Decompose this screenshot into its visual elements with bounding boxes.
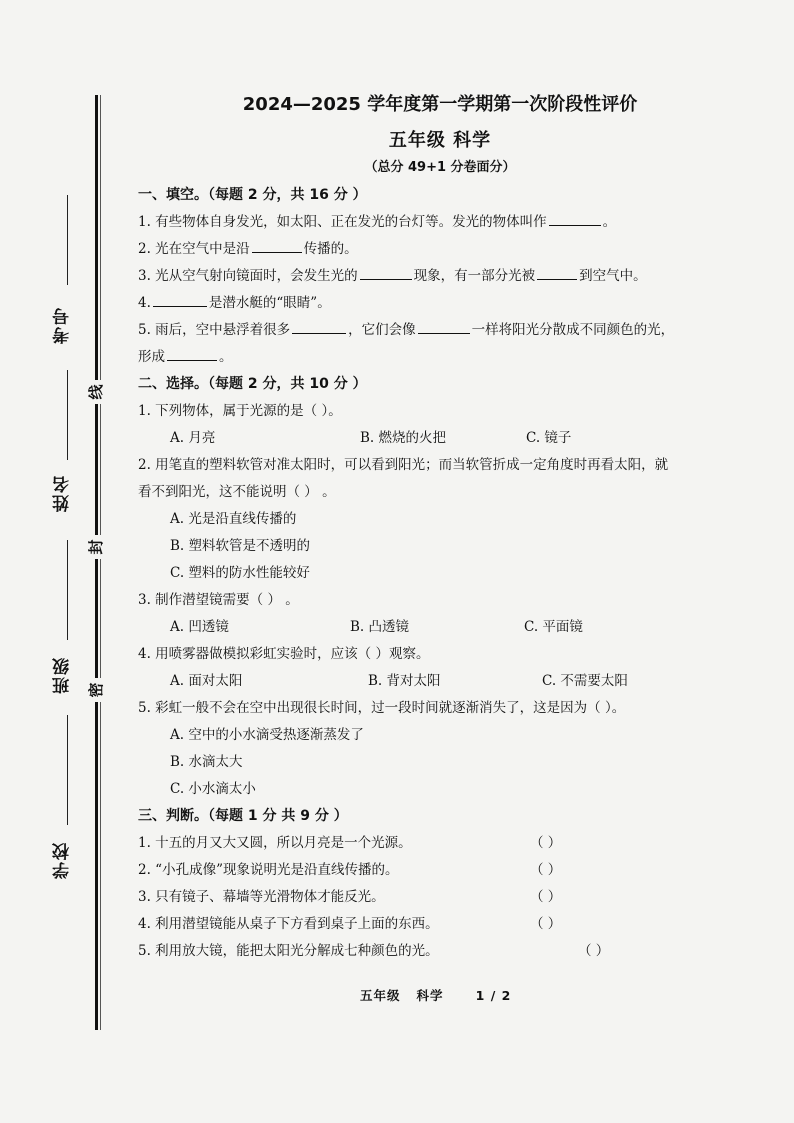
- answer-blank[interactable]: [167, 344, 217, 361]
- binding-margin: [0, 0, 130, 1123]
- choice-option[interactable]: C. 镜子: [526, 430, 572, 446]
- choice-option[interactable]: C. 不需要太阳: [542, 673, 628, 689]
- seal-char-seal: 封: [83, 535, 107, 559]
- choice-option[interactable]: B. 水滴太大: [170, 754, 243, 770]
- fill-question-5: 5. 雨后，空中悬浮着很多 ，它们会像 一样将阳光分散成不同颜色的光，: [138, 317, 758, 344]
- answer-blank[interactable]: [418, 317, 470, 334]
- answer-blank[interactable]: [549, 209, 601, 226]
- choice-option[interactable]: B. 背对太阳: [368, 673, 441, 689]
- choice-option[interactable]: B. 塑料软管是不透明的: [170, 538, 311, 554]
- exam-no-blank: [67, 195, 68, 285]
- exam-no-label: 考号: [53, 306, 73, 344]
- choice-option[interactable]: B. 凸透镜: [350, 619, 410, 635]
- fill-question-3: 3. 光从空气射向镜面时，会发生光的 现象，有一部分光被 到空气中。: [138, 263, 758, 290]
- judge-answer-paren[interactable]: （ ）: [530, 889, 562, 905]
- choice-question-3-stem: 3. 制作潜望镜需要（ ） 。: [138, 592, 299, 608]
- choice-question-1-options: [138, 425, 758, 452]
- judge-answer-paren[interactable]: （ ）: [578, 943, 610, 959]
- choice-option[interactable]: A. 光是沿直线传播的: [170, 511, 297, 527]
- fill-question-1: 1. 有些物体自身发光，如太阳、正在发光的台灯等。发光的物体叫作 。: [138, 209, 758, 236]
- answer-blank[interactable]: [360, 263, 412, 280]
- choice-option[interactable]: B. 燃烧的火把: [360, 430, 447, 446]
- answer-blank[interactable]: [292, 317, 346, 334]
- page-footer: 五年级 科学 1 / 2: [360, 988, 512, 1003]
- school-blank: [67, 715, 68, 825]
- judge-question-3: 3. 只有镜子、幕墙等光滑物体才能反光。 （ ）: [138, 884, 758, 911]
- choice-question-3-options: [138, 614, 758, 641]
- fill-question-2: 2. 光在空气中是沿 传播的。: [138, 236, 758, 263]
- exam-subtitle: 五年级 科学: [388, 130, 492, 151]
- exam-content: [138, 182, 758, 965]
- seal-char-line: 线: [83, 380, 107, 404]
- judge-answer-paren[interactable]: （ ）: [530, 835, 562, 851]
- judge-question-1: 1. 十五的月又大又圆，所以月亮是一个光源。 （ ）: [138, 830, 758, 857]
- judge-question-5: 5. 利用放大镜，能把太阳光分解成七种颜色的光。 （ ）: [138, 938, 758, 965]
- section3-heading: 三、判断。（每题 1 分 共 9 分 ）: [138, 808, 348, 824]
- choice-question-4-options: [138, 668, 758, 695]
- choice-option[interactable]: A. 凹透镜: [170, 619, 229, 635]
- choice-option[interactable]: A. 面对太阳: [170, 673, 243, 689]
- seal-char-secret: 密: [83, 678, 107, 702]
- judge-question-4: 4. 利用潜望镜能从桌子下方看到桌子上面的东西。 （ ）: [138, 911, 758, 938]
- answer-blank[interactable]: [537, 263, 577, 280]
- choice-option[interactable]: C. 塑料的防水性能较好: [170, 565, 310, 581]
- section1-heading: 一、填空。（每题 2 分，共 16 分 ）: [138, 187, 367, 203]
- school-label: 学校: [53, 841, 73, 879]
- section2-heading: 二、选择。（每题 2 分，共 10 分 ）: [138, 376, 367, 392]
- judge-answer-paren[interactable]: （ ）: [530, 916, 562, 932]
- score-note: （总分 49+1 分卷面分）: [364, 160, 516, 175]
- name-blank: [67, 370, 68, 460]
- class-blank: [67, 540, 68, 640]
- choice-question-2-stem-cont: 看不到阳光，这不能说明（ ） 。: [138, 484, 336, 500]
- judge-answer-paren[interactable]: （ ）: [530, 862, 562, 878]
- binding-line-inner: [100, 95, 101, 1030]
- binding-line: [95, 95, 98, 1030]
- choice-option[interactable]: C. 小水滴太小: [170, 781, 256, 797]
- fill-question-5-cont: 形成 。: [138, 344, 758, 371]
- choice-question-1-stem: 1. 下列物体，属于光源的是（ ）。: [138, 403, 342, 419]
- choice-question-4-stem: 4. 用喷雾器做模拟彩虹实验时，应该（ ）观察。: [138, 646, 430, 662]
- choice-question-2-stem: 2. 用笔直的塑料软管对准太阳时，可以看到阳光；而当软管折成一定角度时再看太阳，就: [138, 457, 669, 473]
- choice-option[interactable]: A. 月亮: [170, 430, 216, 446]
- choice-option[interactable]: C. 平面镜: [524, 619, 583, 635]
- choice-option[interactable]: A. 空中的小水滴受热逐渐蒸发了: [170, 727, 364, 743]
- answer-blank[interactable]: [153, 290, 207, 307]
- judge-question-2: 2. “小孔成像”现象说明光是沿直线传播的。 （ ）: [138, 857, 758, 884]
- exam-title: 2024—2025 学年度第一学期第一次阶段性评价: [242, 94, 638, 115]
- answer-blank[interactable]: [252, 236, 302, 253]
- choice-question-5-stem: 5. 彩虹一般不会在空中出现很长时间，过一段时间就逐渐消失了，这是因为（ ）。: [138, 700, 626, 716]
- name-label: 姓名: [53, 474, 73, 512]
- class-label: 班级: [53, 656, 73, 694]
- fill-question-4: 4. 是潜水艇的“眼睛”。: [138, 290, 758, 317]
